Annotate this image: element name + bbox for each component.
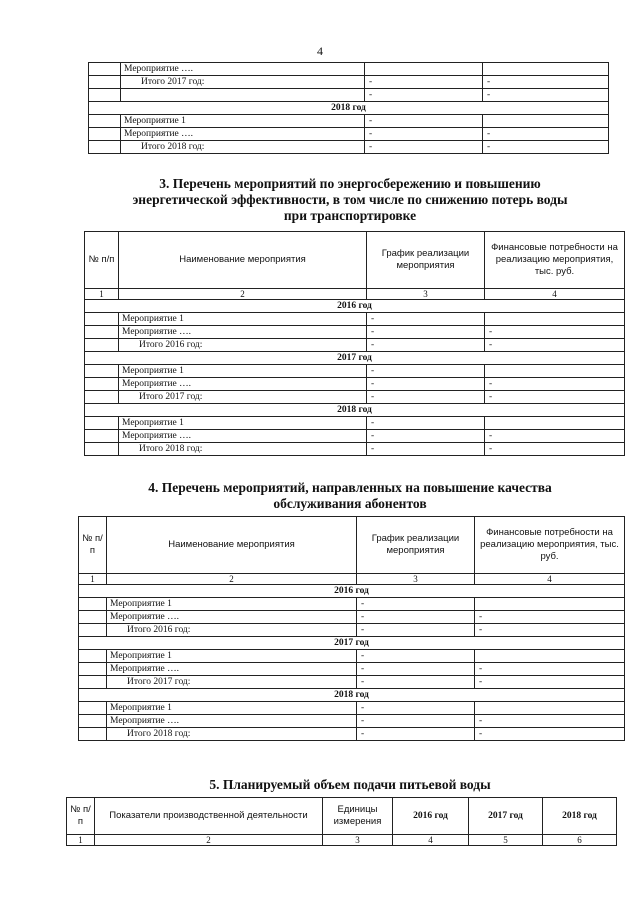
table-row: Мероприятие 1 - bbox=[85, 313, 625, 326]
section5-title: 5. Планируемый объем подачи питьевой воды bbox=[209, 777, 491, 792]
year-2016-header: 2016 год bbox=[393, 798, 469, 835]
header-row bbox=[79, 517, 625, 574]
section3-table bbox=[84, 231, 625, 456]
section4-table bbox=[78, 516, 625, 741]
table-row: Мероприятие 1 - bbox=[79, 598, 625, 611]
table-row: Итого 2017 год: - - bbox=[85, 391, 625, 404]
index-row: 1 2 3 4 bbox=[79, 574, 625, 585]
table-row: Итого 2018 год: - - bbox=[85, 443, 625, 456]
section3-title: 3. Перечень мероприятий по энергосбережению и повышению энергетической эффективности, в том числе по снижению потерь воды при транспортировке bbox=[132, 176, 568, 223]
table-row: Итого 2017 год: - - bbox=[89, 76, 609, 89]
name-header: Наименование мероприятия bbox=[119, 232, 367, 289]
table-row: Итого 2018 год: - - bbox=[79, 728, 625, 741]
year-2018-header: 2018 год bbox=[543, 798, 617, 835]
table-row: Мероприятие 1 - bbox=[85, 365, 625, 378]
header-row bbox=[85, 232, 625, 289]
table-row: Мероприятие …. - - bbox=[85, 326, 625, 339]
schedule-header: График реализации мероприятия bbox=[367, 232, 485, 289]
year-2017-header: 2017 год bbox=[469, 798, 543, 835]
finance-header: Финансовые потребности на реализацию мероприятия, тыс. руб. bbox=[485, 232, 625, 289]
finance-header: Финансовые потребности на реализацию мероприятия, тыс. руб. bbox=[475, 517, 625, 574]
table-row: Мероприятие …. - - bbox=[79, 663, 625, 676]
continuation-table bbox=[88, 62, 609, 154]
year-row: 2018 год bbox=[89, 102, 609, 115]
section5-table bbox=[66, 797, 617, 846]
page-number: 4 bbox=[317, 44, 323, 58]
table-row: Итого 2018 год: - - bbox=[89, 141, 609, 154]
header-row bbox=[67, 798, 617, 835]
table-row: Мероприятие …. - - bbox=[79, 715, 625, 728]
schedule-header: График реализации мероприятия bbox=[357, 517, 475, 574]
year-row: 2016 год bbox=[79, 585, 625, 598]
num-header: № п/п bbox=[85, 232, 119, 289]
year-row: 2016 год bbox=[85, 300, 625, 313]
year-row: 2017 год bbox=[79, 637, 625, 650]
year-row: 2018 год bbox=[85, 404, 625, 417]
index-row: 1 2 3 4 5 6 bbox=[67, 835, 617, 846]
table-row: Итого 2016 год: - - bbox=[79, 624, 625, 637]
table-row: Итого 2016 год: - - bbox=[85, 339, 625, 352]
table-row: Мероприятие …. - - bbox=[85, 378, 625, 391]
name-header: Наименование мероприятия bbox=[107, 517, 357, 574]
indicator-header: Показатели производственной деятельности bbox=[95, 798, 323, 835]
total-label: Итого 2017 год: bbox=[121, 76, 365, 89]
table-row: Мероприятие 1 - bbox=[89, 115, 609, 128]
table-row: Мероприятие 1 - bbox=[79, 702, 625, 715]
table-row: Мероприятие 1 - bbox=[85, 417, 625, 430]
row-name: Мероприятие …. bbox=[121, 63, 365, 76]
year-row: 2017 год bbox=[85, 352, 625, 365]
section4-title: 4. Перечень мероприятий, направленных на повышение качества обслуживания абонентов bbox=[148, 480, 552, 511]
num-header: № п/п bbox=[67, 798, 95, 835]
table-row: - - bbox=[89, 89, 609, 102]
year-row: 2018 год bbox=[79, 689, 625, 702]
num-header: № п/п bbox=[79, 517, 107, 574]
table-row: Мероприятие 1 - bbox=[79, 650, 625, 663]
table-row: Мероприятие …. - - bbox=[79, 611, 625, 624]
table-row: Мероприятие …. - - bbox=[85, 430, 625, 443]
table-row: Итого 2017 год: - - bbox=[79, 676, 625, 689]
index-row: 1 2 3 4 bbox=[85, 289, 625, 300]
table-row bbox=[89, 63, 609, 76]
units-header: Единицы измерения bbox=[323, 798, 393, 835]
table-row: Мероприятие …. - - bbox=[89, 128, 609, 141]
